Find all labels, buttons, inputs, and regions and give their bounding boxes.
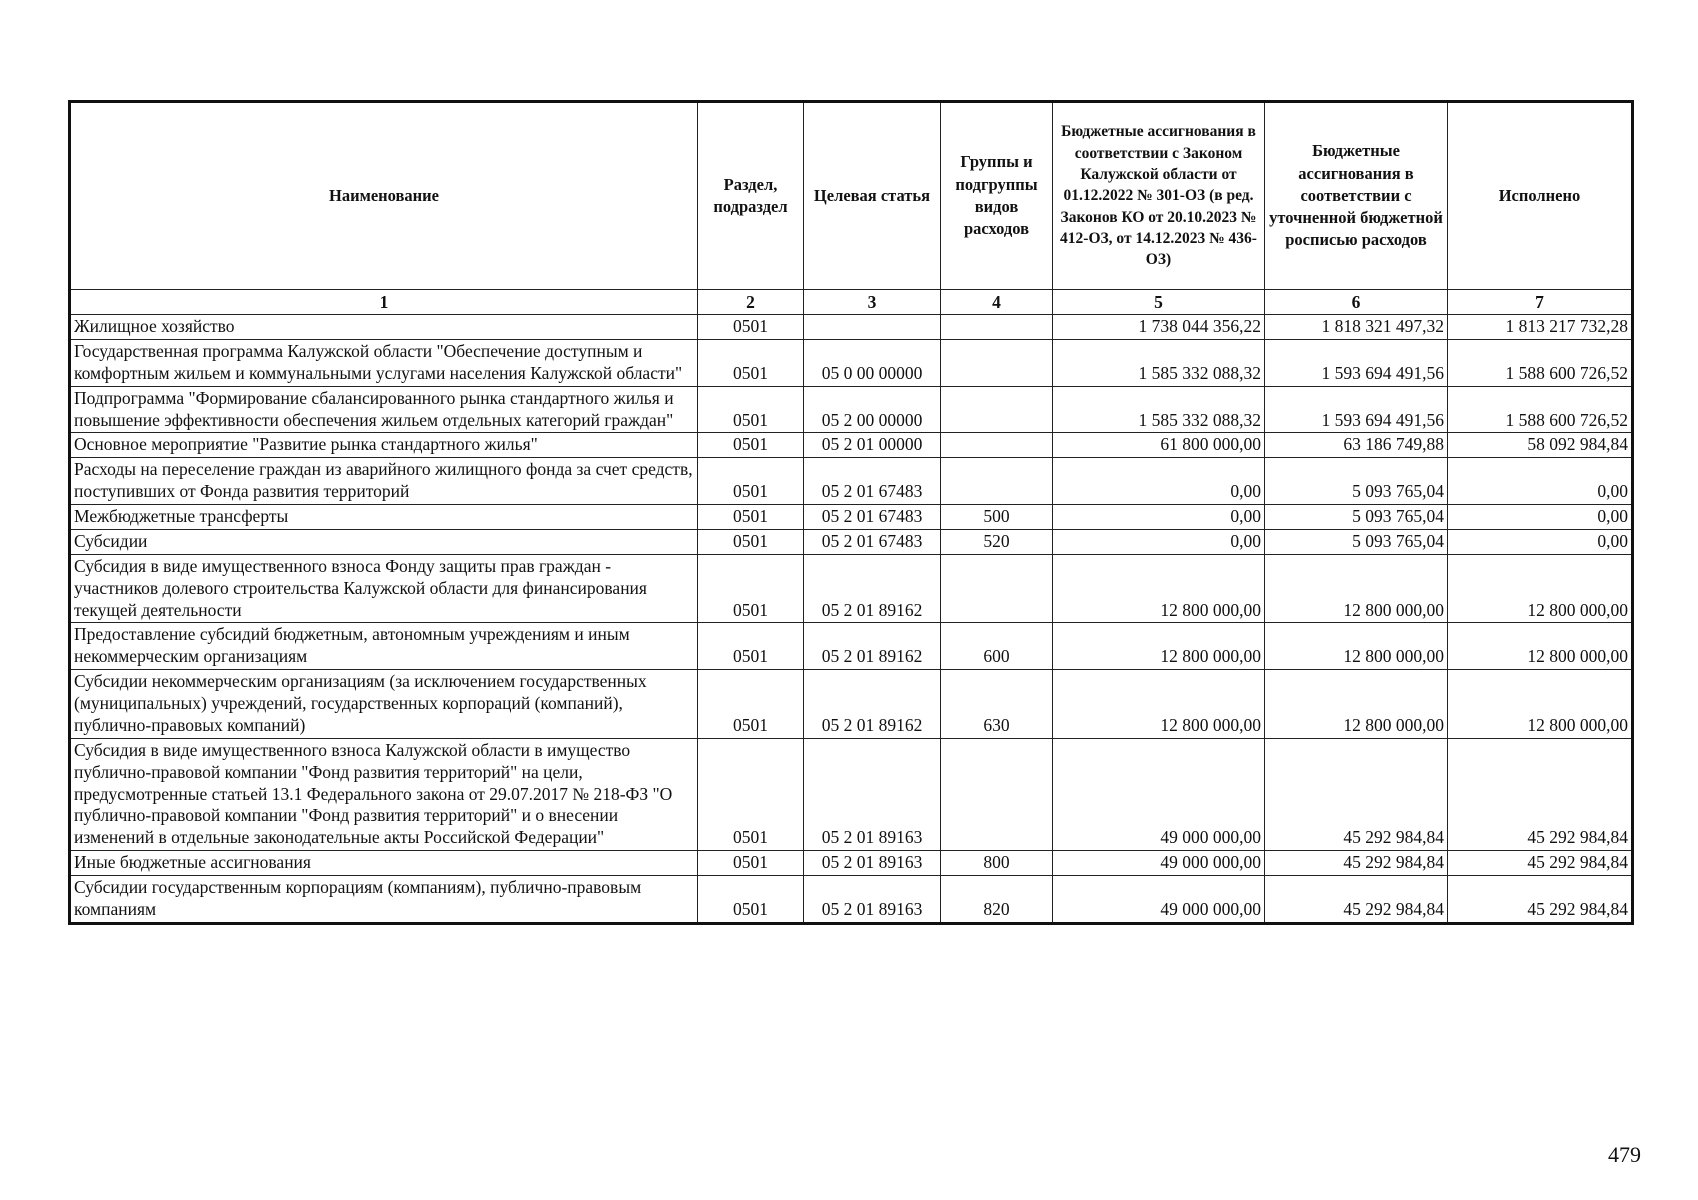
- row-law-allocation-cell: 0,00: [1053, 458, 1265, 505]
- row-law-allocation-cell: 12 800 000,00: [1053, 670, 1265, 739]
- table-row: [70, 554, 1633, 623]
- row-group-cell: 600: [941, 623, 1053, 670]
- row-law-allocation-cell: 0,00: [1053, 505, 1265, 530]
- row-executed-cell: 0,00: [1448, 505, 1633, 530]
- row-refined-allocation-cell: 1 593 694 491,56: [1265, 386, 1448, 433]
- budget-sheet: [68, 100, 1631, 1030]
- row-refined-allocation-cell: 5 093 765,04: [1265, 505, 1448, 530]
- row-law-allocation-cell: 12 800 000,00: [1053, 623, 1265, 670]
- row-executed-cell: 12 800 000,00: [1448, 623, 1633, 670]
- row-group-cell: 800: [941, 851, 1053, 876]
- row-target-cell: 05 2 01 67483: [804, 505, 941, 530]
- row-target-cell: 05 2 01 89163: [804, 738, 941, 850]
- row-section-cell: 0501: [698, 623, 804, 670]
- row-group-cell: 820: [941, 876, 1053, 924]
- row-name-cell: Предоставление субсидий бюджетным, автономным учреждениям и иным некоммерческим организациям: [70, 623, 698, 670]
- row-target-cell: 05 2 01 89162: [804, 623, 941, 670]
- row-target-cell: 05 2 01 89163: [804, 851, 941, 876]
- row-refined-allocation-cell: 1 593 694 491,56: [1265, 339, 1448, 386]
- table-row: [70, 458, 1633, 505]
- row-executed-cell: 1 588 600 726,52: [1448, 339, 1633, 386]
- table-row: [70, 505, 1633, 530]
- table-row: [70, 433, 1633, 458]
- row-group-cell: 630: [941, 670, 1053, 739]
- column-number: 1: [70, 290, 698, 315]
- table-row: [70, 315, 1633, 340]
- row-executed-cell: 1 588 600 726,52: [1448, 386, 1633, 433]
- row-section-cell: 0501: [698, 529, 804, 554]
- row-target-cell: 05 2 01 67483: [804, 529, 941, 554]
- budget-expenditure-table: [68, 100, 1634, 925]
- row-law-allocation-cell: 61 800 000,00: [1053, 433, 1265, 458]
- row-section-cell: 0501: [698, 433, 804, 458]
- row-name-cell: Государственная программа Калужской области "Обеспечение доступным и комфортным жильем и коммунальными услугами населения Калужской области": [70, 339, 698, 386]
- row-target-cell: 05 2 01 67483: [804, 458, 941, 505]
- row-name-cell: Субсидии: [70, 529, 698, 554]
- header-executed: Исполнено: [1448, 102, 1633, 290]
- row-group-cell: [941, 458, 1053, 505]
- row-section-cell: 0501: [698, 386, 804, 433]
- row-section-cell: 0501: [698, 851, 804, 876]
- page-number: 479: [1608, 1142, 1641, 1167]
- row-section-cell: 0501: [698, 505, 804, 530]
- row-refined-allocation-cell: 12 800 000,00: [1265, 554, 1448, 623]
- row-executed-cell: 45 292 984,84: [1448, 738, 1633, 850]
- header-target-article: Целевая статья: [804, 102, 941, 290]
- table-row: [70, 386, 1633, 433]
- table-row: [70, 670, 1633, 739]
- row-group-cell: [941, 315, 1053, 340]
- header-expense-group: Группы и подгруппы видов расходов: [941, 102, 1053, 290]
- row-executed-cell: 12 800 000,00: [1448, 554, 1633, 623]
- row-target-cell: 05 2 01 00000: [804, 433, 941, 458]
- row-refined-allocation-cell: 45 292 984,84: [1265, 851, 1448, 876]
- row-group-cell: 500: [941, 505, 1053, 530]
- row-name-cell: Субсидия в виде имущественного взноса Фонду защиты прав граждан - участников долевого строительства Калужской области для финансирования текущей деятельности: [70, 554, 698, 623]
- row-refined-allocation-cell: 45 292 984,84: [1265, 738, 1448, 850]
- row-executed-cell: 1 813 217 732,28: [1448, 315, 1633, 340]
- table-row: [70, 738, 1633, 850]
- row-law-allocation-cell: 49 000 000,00: [1053, 851, 1265, 876]
- column-number: 4: [941, 290, 1053, 315]
- table-row: [70, 339, 1633, 386]
- row-refined-allocation-cell: 1 818 321 497,32: [1265, 315, 1448, 340]
- header-name: Наименование: [70, 102, 698, 290]
- row-refined-allocation-cell: 5 093 765,04: [1265, 458, 1448, 505]
- table-header-row: [70, 102, 1633, 290]
- column-number: 3: [804, 290, 941, 315]
- column-number: 5: [1053, 290, 1265, 315]
- header-refined-allocation: Бюджетные ассигнования в соответствии с уточненной бюджетной росписью расходов: [1265, 102, 1448, 290]
- row-group-cell: [941, 554, 1053, 623]
- row-target-cell: 05 0 00 00000: [804, 339, 941, 386]
- row-name-cell: Подпрограмма "Формирование сбалансированного рынка стандартного жилья и повышение эффективности обеспечения жильем отдельных категорий граждан": [70, 386, 698, 433]
- row-executed-cell: 45 292 984,84: [1448, 876, 1633, 924]
- row-name-cell: Жилищное хозяйство: [70, 315, 698, 340]
- column-number: 7: [1448, 290, 1633, 315]
- row-executed-cell: 0,00: [1448, 529, 1633, 554]
- row-section-cell: 0501: [698, 876, 804, 924]
- row-target-cell: 05 2 00 00000: [804, 386, 941, 433]
- row-target-cell: [804, 315, 941, 340]
- row-target-cell: 05 2 01 89162: [804, 554, 941, 623]
- row-law-allocation-cell: 1 585 332 088,32: [1053, 339, 1265, 386]
- row-section-cell: 0501: [698, 554, 804, 623]
- row-name-cell: Расходы на переселение граждан из аварийного жилищного фонда за счет средств, поступивших от Фонда развития территорий: [70, 458, 698, 505]
- row-refined-allocation-cell: 12 800 000,00: [1265, 623, 1448, 670]
- row-law-allocation-cell: 49 000 000,00: [1053, 738, 1265, 850]
- row-name-cell: Субсидии некоммерческим организациям (за исключением государственных (муниципальных) учреждений, государственных корпораций (компаний), публично-правовых компаний): [70, 670, 698, 739]
- row-target-cell: 05 2 01 89163: [804, 876, 941, 924]
- row-name-cell: Основное мероприятие "Развитие рынка стандартного жилья": [70, 433, 698, 458]
- row-group-cell: [941, 339, 1053, 386]
- column-number-row: [70, 290, 1633, 315]
- row-executed-cell: 45 292 984,84: [1448, 851, 1633, 876]
- table-row: [70, 623, 1633, 670]
- table-row: [70, 876, 1633, 924]
- row-group-cell: [941, 738, 1053, 850]
- row-law-allocation-cell: 12 800 000,00: [1053, 554, 1265, 623]
- table-row: [70, 851, 1633, 876]
- row-law-allocation-cell: 1 738 044 356,22: [1053, 315, 1265, 340]
- row-executed-cell: 0,00: [1448, 458, 1633, 505]
- row-target-cell: 05 2 01 89162: [804, 670, 941, 739]
- row-refined-allocation-cell: 5 093 765,04: [1265, 529, 1448, 554]
- row-refined-allocation-cell: 45 292 984,84: [1265, 876, 1448, 924]
- table-body: [70, 315, 1633, 924]
- header-section: Раздел, подраздел: [698, 102, 804, 290]
- row-section-cell: 0501: [698, 339, 804, 386]
- row-group-cell: [941, 386, 1053, 433]
- row-name-cell: Субсидии государственным корпорациям (компаниям), публично-правовым компаниям: [70, 876, 698, 924]
- header-law-allocation: Бюджетные ассигнования в соответствии с Законом Калужской области от 01.12.2022 № 301-ОЗ (в ред. Законов КО от 20.10.2023 № 412-ОЗ, от 14.12.2023 № 436-ОЗ): [1053, 102, 1265, 290]
- row-section-cell: 0501: [698, 315, 804, 340]
- column-number: 2: [698, 290, 804, 315]
- table-row: [70, 529, 1633, 554]
- row-refined-allocation-cell: 12 800 000,00: [1265, 670, 1448, 739]
- row-section-cell: 0501: [698, 738, 804, 850]
- row-group-cell: 520: [941, 529, 1053, 554]
- row-name-cell: Межбюджетные трансферты: [70, 505, 698, 530]
- row-section-cell: 0501: [698, 670, 804, 739]
- row-executed-cell: 12 800 000,00: [1448, 670, 1633, 739]
- row-refined-allocation-cell: 63 186 749,88: [1265, 433, 1448, 458]
- row-law-allocation-cell: 1 585 332 088,32: [1053, 386, 1265, 433]
- row-name-cell: Иные бюджетные ассигнования: [70, 851, 698, 876]
- row-executed-cell: 58 092 984,84: [1448, 433, 1633, 458]
- column-number: 6: [1265, 290, 1448, 315]
- row-section-cell: 0501: [698, 458, 804, 505]
- row-group-cell: [941, 433, 1053, 458]
- row-law-allocation-cell: 0,00: [1053, 529, 1265, 554]
- row-name-cell: Субсидия в виде имущественного взноса Калужской области в имущество публично-правовой компании "Фонд развития территорий" на цели, предусмотренные статьей 13.1 Федерального закона от 29.07.2017 № 218-ФЗ "О публично-правовой компании "Фонд развития территорий" и о внесении изменений в отдельные законодательные акты Российской Федерации": [70, 738, 698, 850]
- row-law-allocation-cell: 49 000 000,00: [1053, 876, 1265, 924]
